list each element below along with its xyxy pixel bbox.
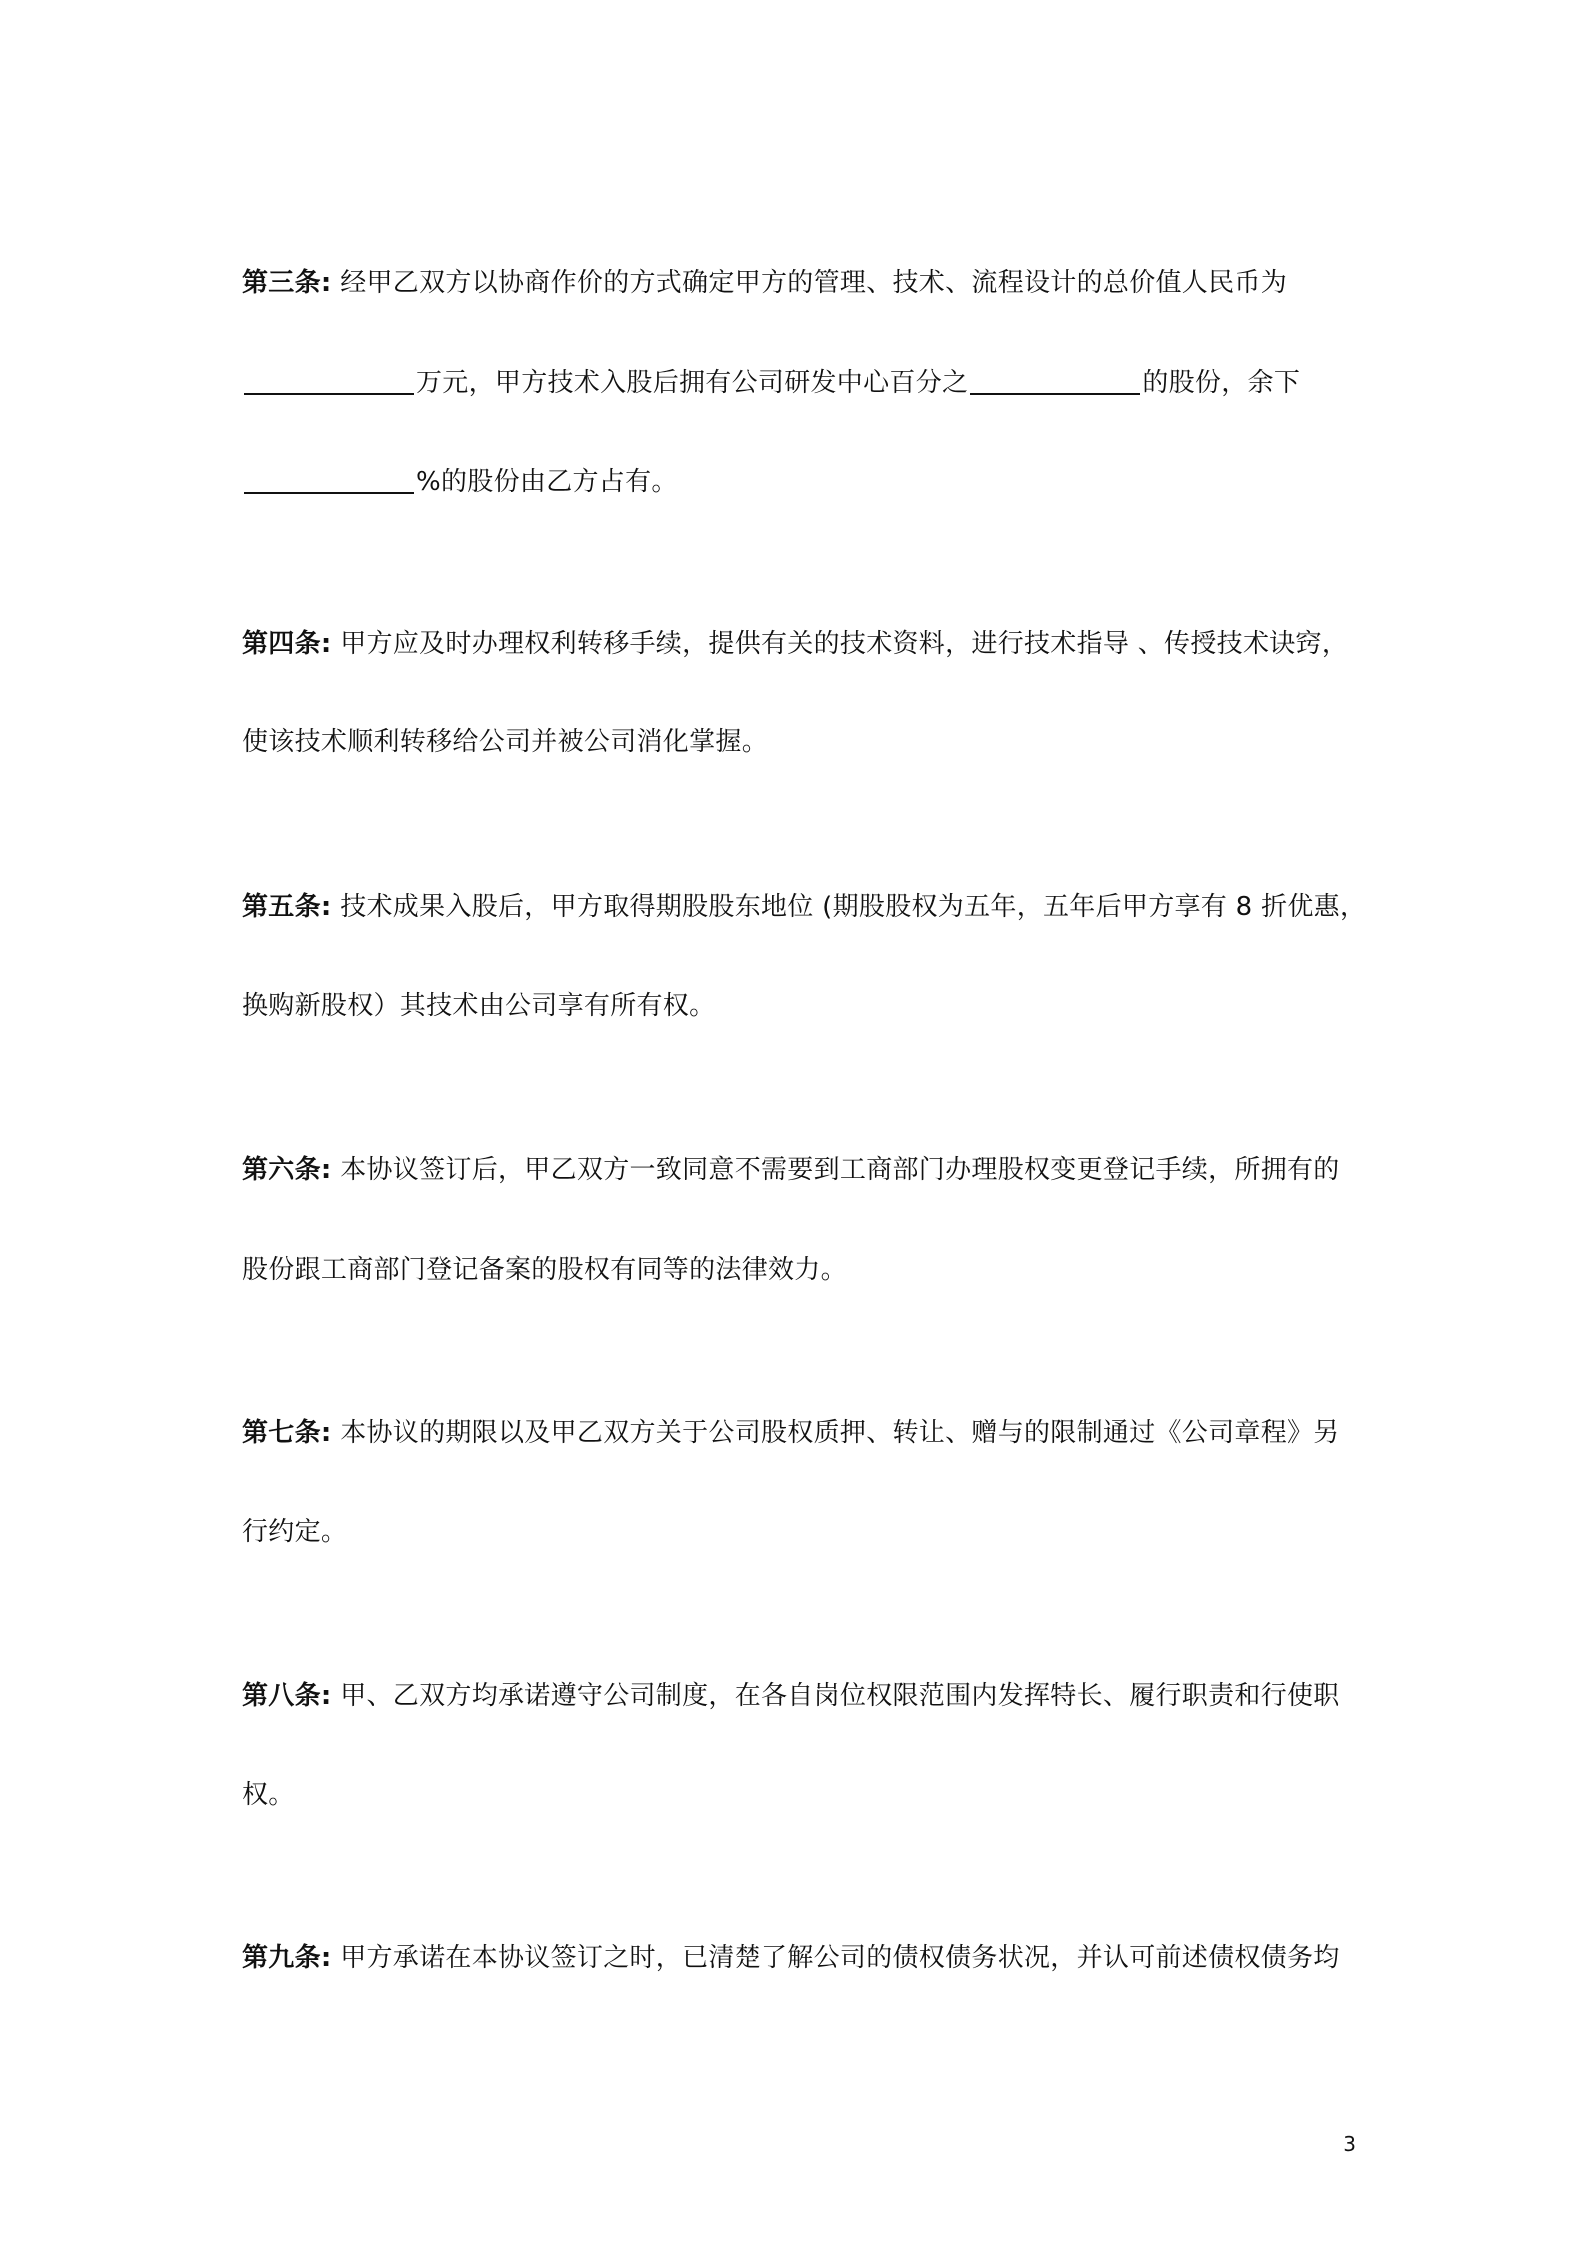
article-7-text-2: 行约定。: [242, 1517, 348, 1547]
article-8-line-2: [242, 1775, 1362, 1815]
article-9-label: 第九条:: [242, 1943, 332, 1973]
article-6-line-1: [242, 1150, 1362, 1190]
blank-line-remaining[interactable]: [244, 466, 414, 494]
article-3-text-1: 经甲乙双方以协商作价的方式确定甲方的管理、技术、流程设计的总价值人民币为: [340, 268, 1287, 298]
page-number: 3: [1343, 2132, 1356, 2156]
article-4-line-2: [242, 722, 1362, 762]
article-3-line-3: [242, 462, 1362, 502]
article-4-label: 第四条:: [242, 629, 332, 659]
article-8-text-2: 权。: [242, 1780, 295, 1810]
article-6-label: 第六条:: [242, 1155, 332, 1185]
article-5-label: 第五条:: [242, 892, 332, 922]
article-8-text-1: 甲、乙双方均承诺遵守公司制度，在各自岗位权限范围内发挥特长、履行职责和行使职: [340, 1681, 1340, 1711]
article-3-label: 第三条:: [242, 268, 332, 298]
blank-line-percentage[interactable]: [970, 367, 1140, 395]
article-4-line-1: [242, 624, 1362, 664]
article-6-text-1: 本协议签订后，甲乙双方一致同意不需要到工商部门办理股权变更登记手续，所拥有的: [340, 1155, 1340, 1185]
article-9-line-1: [242, 1938, 1362, 1978]
article-8-label: 第八条:: [242, 1681, 332, 1711]
article-5-line-2: [242, 986, 1362, 1026]
article-4-text-2: 使该技术顺利转移给公司并被公司消化掌握。: [242, 727, 769, 757]
article-8-line-1: [242, 1676, 1362, 1716]
article-7-label: 第七条:: [242, 1418, 332, 1448]
article-3-text-3: 的股份，余下: [1142, 368, 1301, 398]
article-3-line-2: [242, 363, 1362, 403]
article-5-text-1: 技术成果入股后，甲方取得期股股东地位 (期股股权为五年，五年后甲方享有 8 折优惠，: [340, 892, 1367, 922]
article-3-text-4: %的股份由乙方占有。: [416, 467, 678, 497]
article-7-text-1: 本协议的期限以及甲乙双方关于公司股权质押、转让、赠与的限制通过《公司章程》另: [340, 1418, 1340, 1448]
article-3-line-1: [242, 263, 1362, 303]
article-4-text-1: 甲方应及时办理权利转移手续，提供有关的技术资料，进行技术指导 、传授技术诀窍，: [340, 629, 1349, 659]
article-3-text-2: 万元，甲方技术入股后拥有公司研发中心百分之: [416, 368, 969, 398]
article-5-line-1: [242, 887, 1367, 927]
article-9-text-1: 甲方承诺在本协议签订之时，已清楚了解公司的债权债务状况，并认可前述债权债务均: [340, 1943, 1340, 1973]
article-7-line-2: [242, 1512, 1362, 1552]
blank-line-amount[interactable]: [244, 367, 414, 395]
article-6-line-2: [242, 1250, 1362, 1290]
article-7-line-1: [242, 1413, 1362, 1453]
article-6-text-2: 股份跟工商部门登记备案的股权有同等的法律效力。: [242, 1255, 847, 1285]
article-5-text-2: 换购新股权）其技术由公司享有所有权。: [242, 991, 716, 1021]
